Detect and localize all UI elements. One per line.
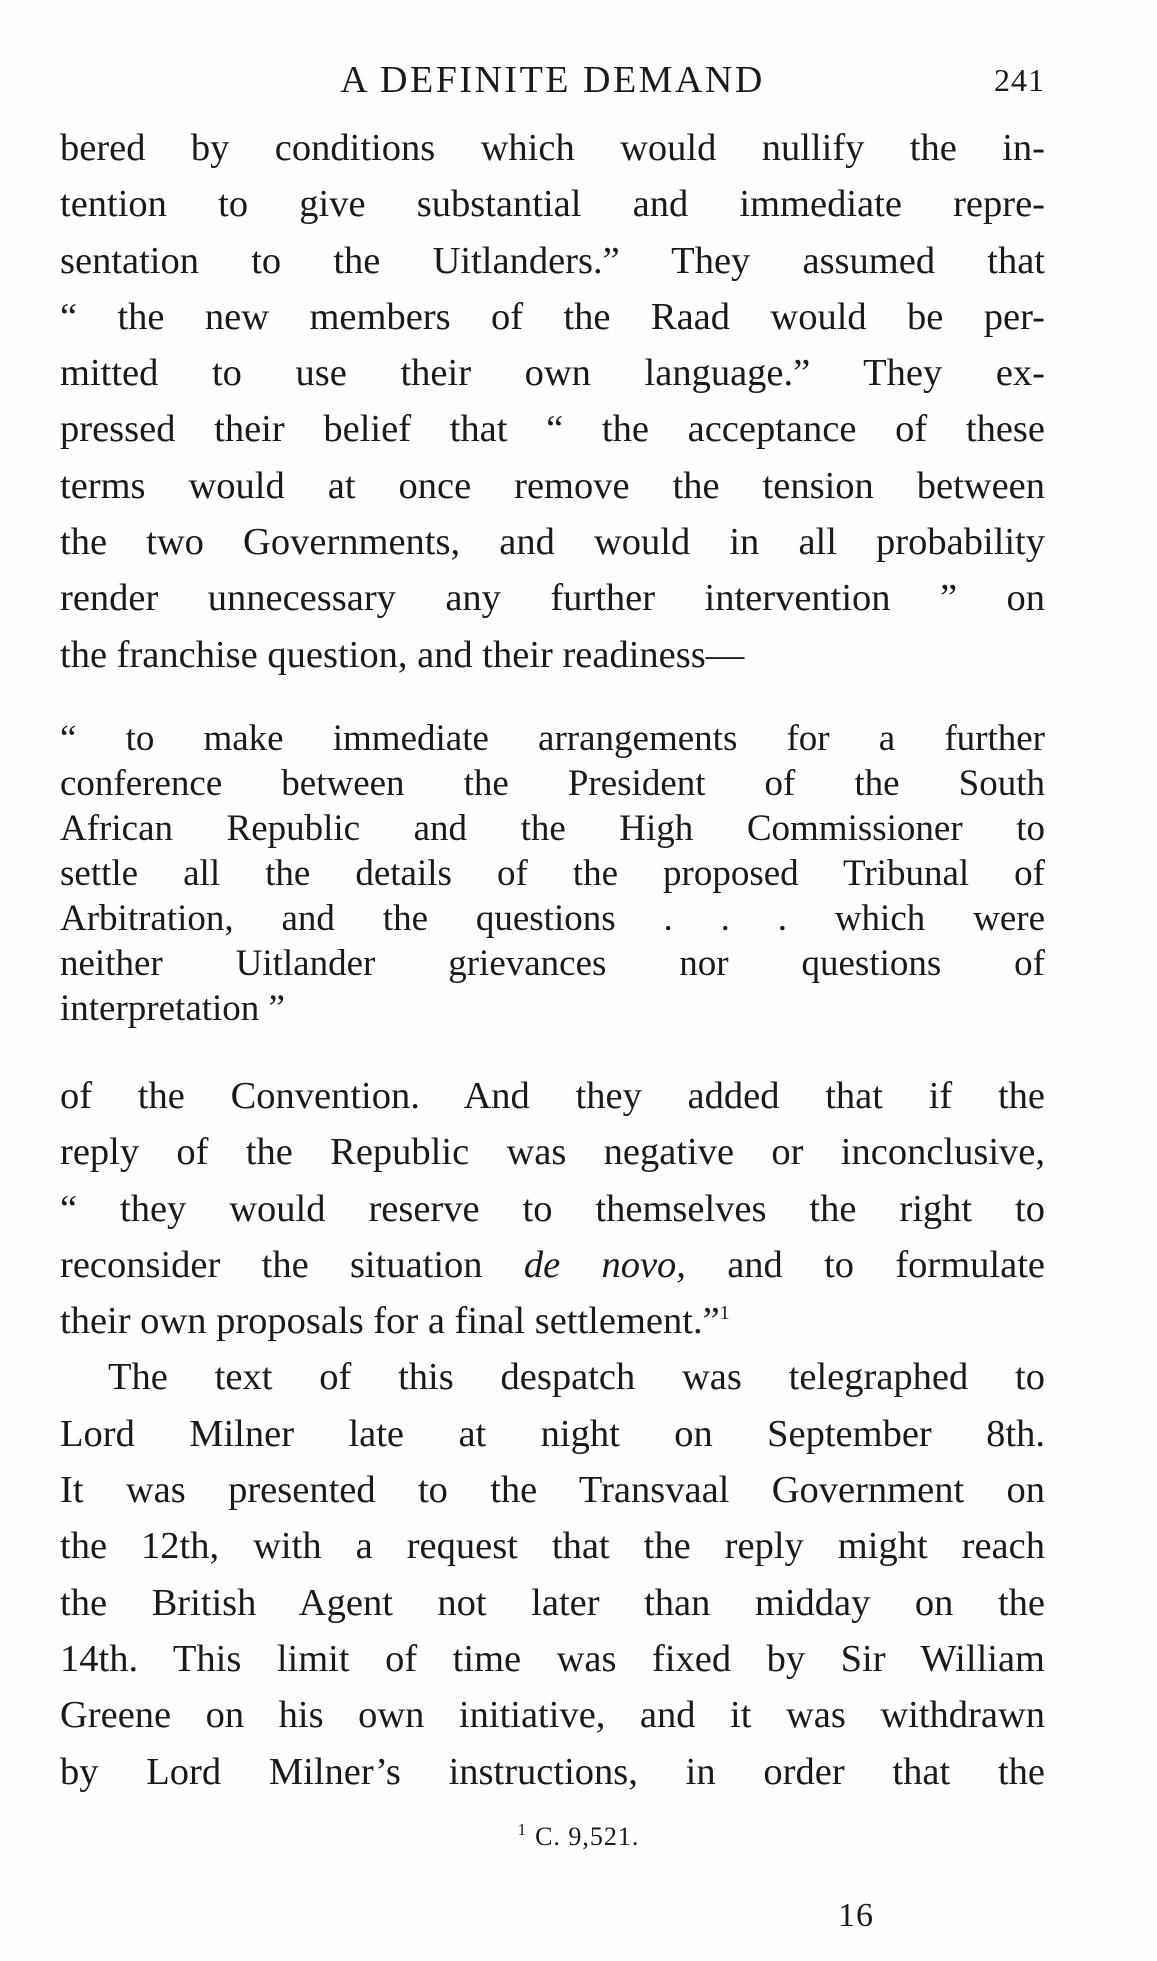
text-line: “ the new members of the Raad would be per- [60,295,1045,338]
quote-line: neither Uitlander grievances nor questions of [60,943,1045,984]
page-header [60,58,1045,108]
text-line: It was presented to the Transvaal Government on [60,1469,1045,1512]
text-line: tention to give substantial and immediate repre- [60,183,1045,226]
text-run: their own proposals for a final settlement.” [60,1300,720,1343]
text-line: by Lord Milner’s instructions, in order that the [60,1750,1045,1793]
quote-line: interpretation ” [60,988,285,1029]
text-line: mitted to use their own language.” They ex- [60,352,1045,395]
footnote [0,1822,1157,1852]
text-line: “ they would reserve to themselves the right to [60,1187,1045,1230]
quote-line: settle all the details of the proposed Tribunal of [60,853,1045,894]
text-line [60,1237,1045,1293]
text-run: reconsider the situation [60,1243,524,1286]
text-line: reply of the Republic was negative or inconclusive, [60,1131,1045,1174]
text-line: sentation to the Uitlanders.” They assumed that [60,239,1045,282]
text-line: the British Agent not later than midday on the [60,1581,1045,1624]
latin-phrase: de novo, [523,1243,686,1286]
paragraph-continued [60,120,1045,683]
text-line: the two Governments, and would in all probability [60,521,1045,564]
running-title: A DEFINITE DEMAND [340,59,765,101]
text-line: bered by conditions which would nullify the in- [60,127,1045,169]
text-line: pressed their belief that “ the acceptance of these [60,408,1045,451]
footnote-reference: 1 [719,1302,730,1325]
signature-mark: 16 [838,1897,874,1934]
text-line [60,1293,1045,1349]
page-number: 241 [994,62,1045,98]
text-line: Lord Milner late at night on September 8th. [60,1412,1045,1455]
quote-line: conference between the President of the South [60,763,1045,804]
text-line: Greene on his own initiative, and it was withdrawn [60,1694,1045,1737]
text-line: terms would at once remove the tension between [60,464,1045,507]
quote-line: Arbitration, and the questions . . . which were [60,898,1045,939]
text-line: of the Convention. And they added that if the [60,1075,1045,1117]
text-line: The text of this despatch was telegraphed to [108,1356,1045,1399]
block-quote [60,716,1045,1031]
paragraph-after-quote [60,1068,1045,1800]
text-line: the franchise question, and their readiness— [60,633,745,676]
footnote-text: C. 9,521. [535,1822,640,1851]
quote-line: “ to make immediate arrangements for a further [60,718,1045,759]
text-run: and to formulate [685,1243,1045,1286]
text-line: 14th. This limit of time was fixed by Sir William [60,1637,1045,1680]
text-line: the 12th, with a request that the reply might reach [60,1525,1045,1568]
text-line: render unnecessary any further intervention ” on [60,577,1045,620]
quote-line: African Republic and the High Commissioner to [60,808,1045,849]
footnote-mark: 1 [517,1820,528,1840]
